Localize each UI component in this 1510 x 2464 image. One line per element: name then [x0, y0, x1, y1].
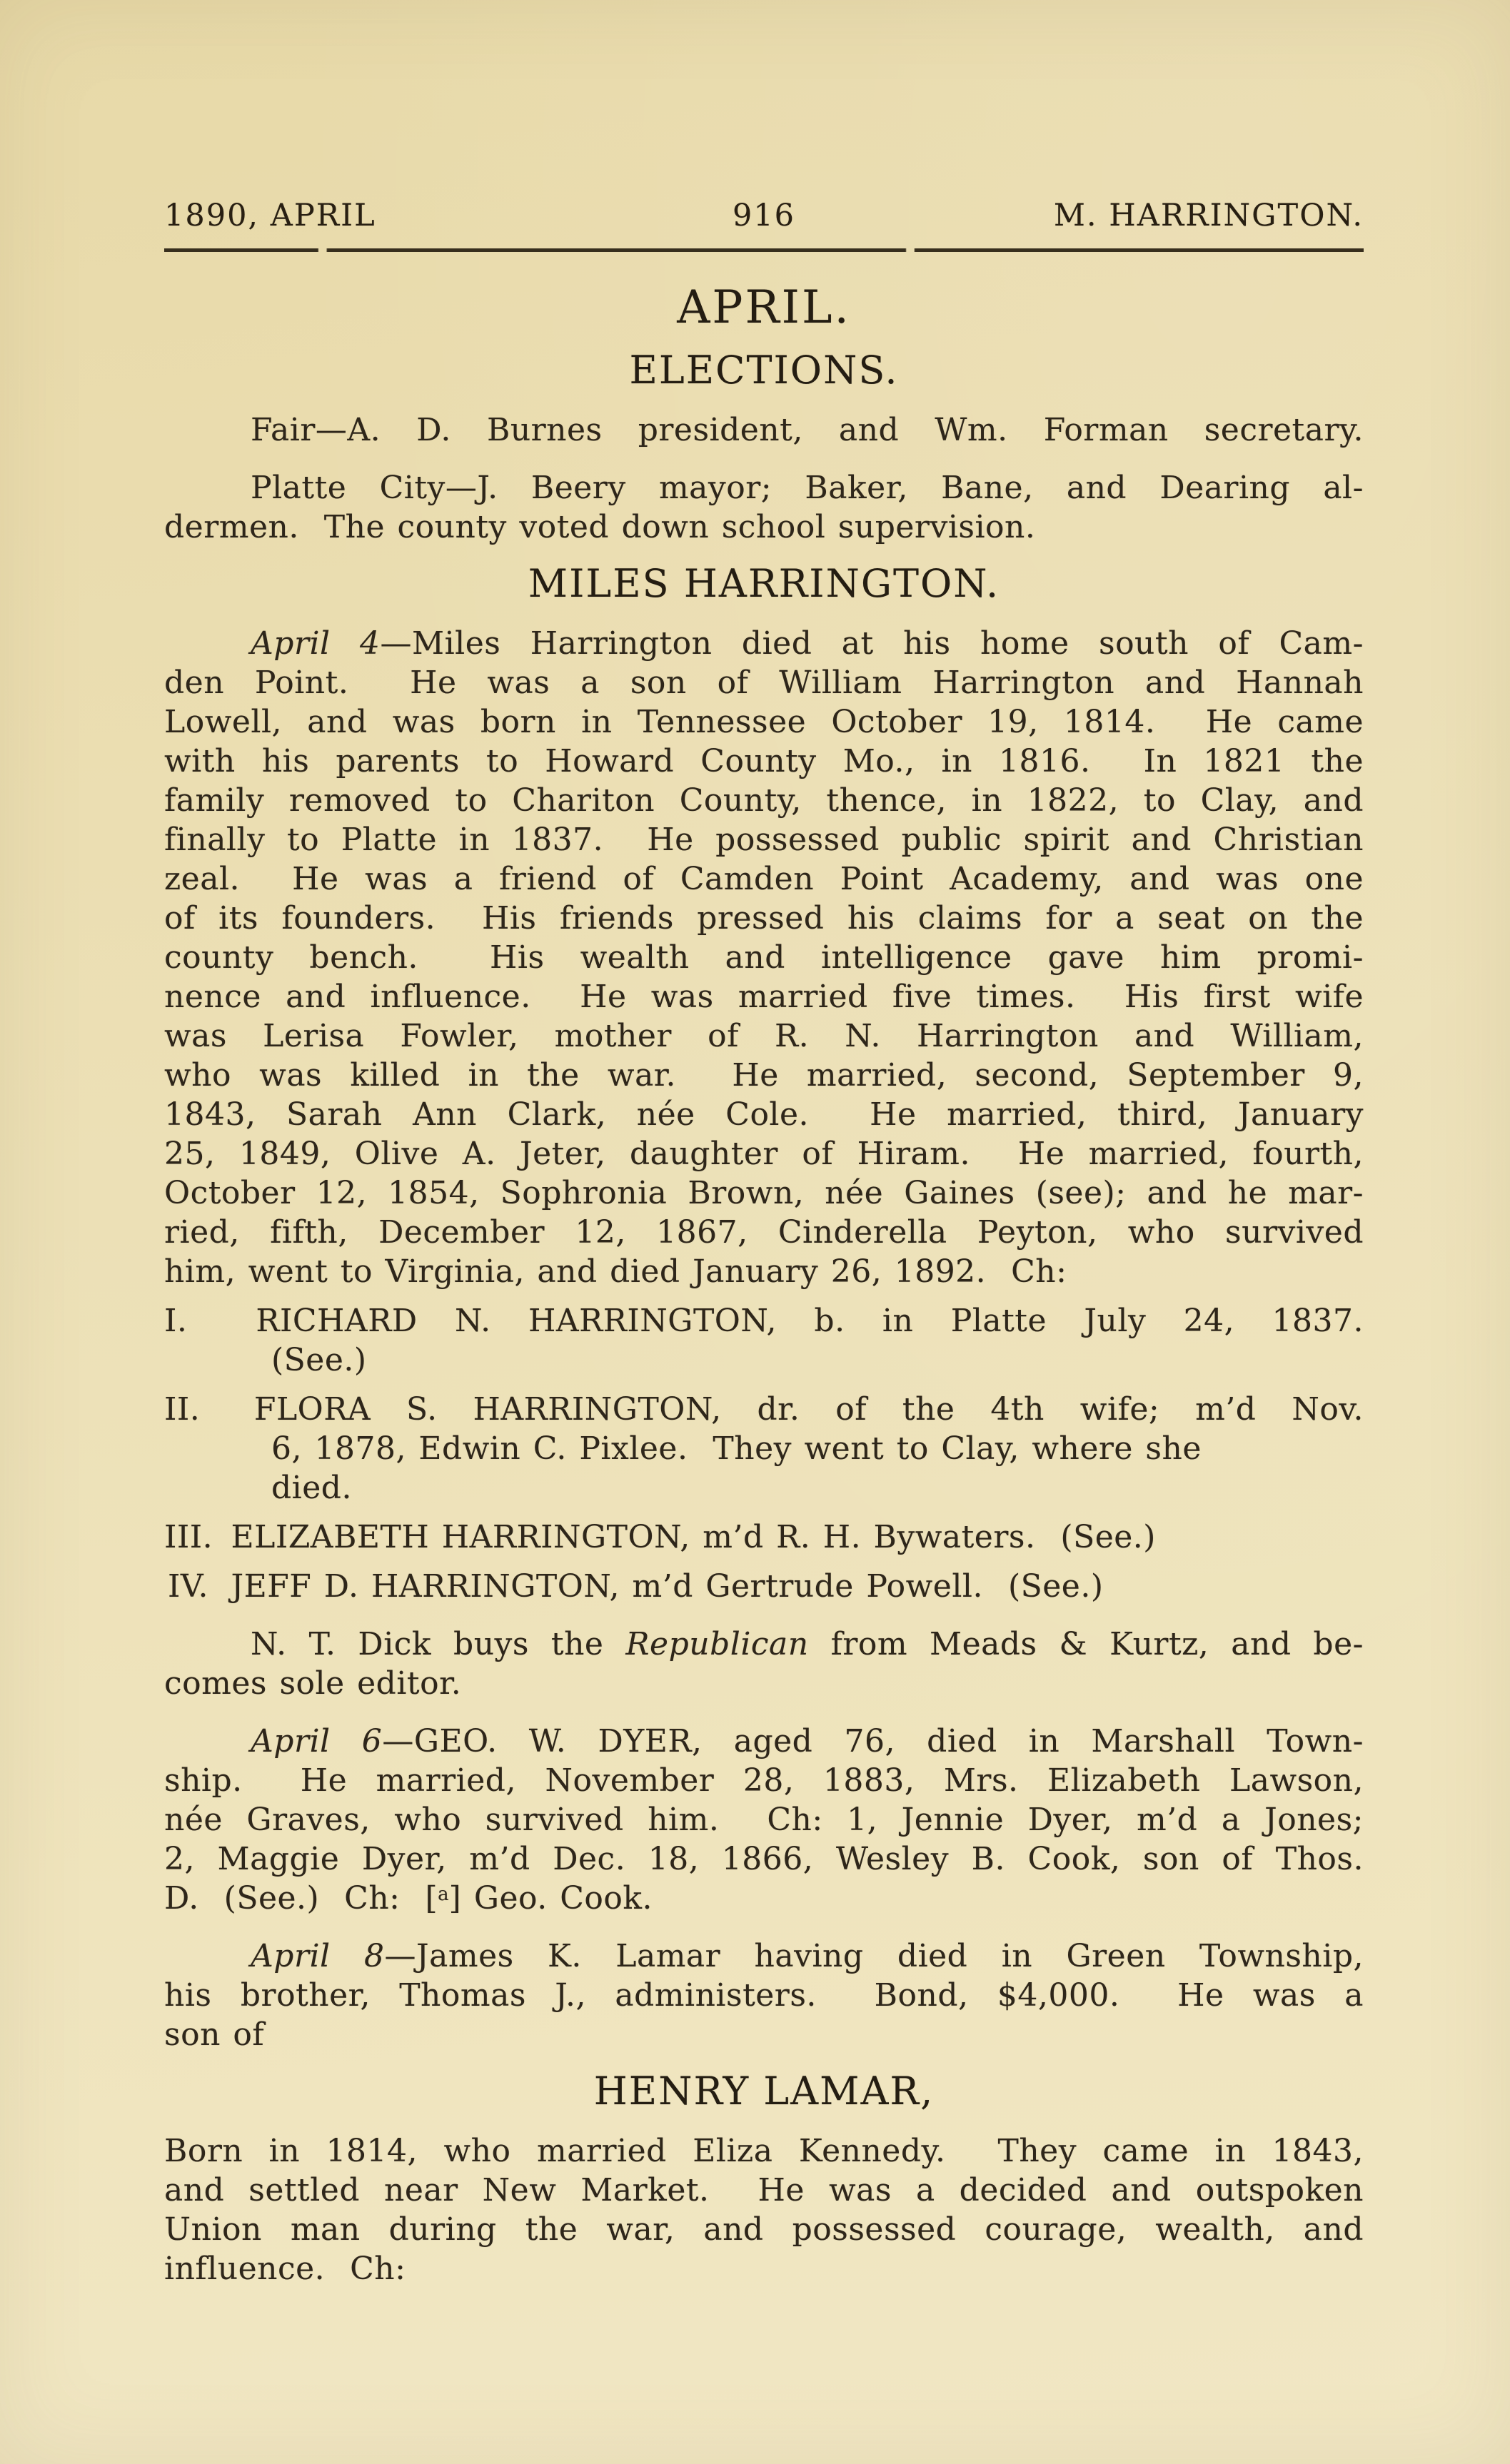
paragraph: [164, 1722, 1364, 1918]
paragraph: [164, 468, 1364, 547]
paragraph: [164, 624, 1364, 1291]
header-rule: [164, 248, 1364, 252]
text-segment: —Miles Harrington died at his home south of Cam-: [380, 625, 1364, 662]
text-segment: Union man during the war, and possessed courage, wealth, and: [164, 2211, 1364, 2248]
text-line: [164, 899, 1364, 938]
text-segment: Fair—A. D. Burnes president, and Wm. Forman secretary.: [251, 412, 1364, 448]
text-line: [164, 468, 1364, 508]
page-content: [164, 349, 1364, 2288]
text-segment: (See.): [271, 1342, 367, 1378]
text-segment: comes sole editor.: [164, 1665, 462, 1702]
text-line: [164, 977, 1364, 1016]
text-line: [164, 1722, 1364, 1761]
text-line: [164, 1976, 1364, 2015]
text-line: [164, 1761, 1364, 1800]
section-heading: HENRY LAMAR,: [593, 2069, 935, 2114]
text-line: [164, 663, 1364, 702]
text-segment: FLORA S. HARRINGTON, dr. of the 4th wife; m’d Nov.: [253, 1391, 1364, 1428]
list-item-numeral: I.: [164, 1303, 188, 1339]
text-segment: from Meads & Kurtz, and be-: [808, 1626, 1364, 1662]
page-body: [164, 0, 1364, 2288]
text-segment: influence. Ch:: [164, 2251, 406, 2287]
list-item: [164, 1567, 1364, 1606]
text-segment: 6, 1878, Edwin C. Pixlee. They went to Clay, where she: [271, 1430, 1202, 1467]
page-title: APRIL.: [677, 281, 851, 334]
list-item-numeral: IV.: [168, 1568, 208, 1605]
text-line: [164, 1252, 1364, 1291]
italic-text: April 4: [251, 625, 381, 662]
text-line: [164, 1173, 1364, 1213]
text-line: [164, 1016, 1364, 1056]
text-line: [164, 1839, 1364, 1879]
italic-text: April 6: [251, 1723, 383, 1759]
text-segment: nence and influence. He was married five times. His first wife: [164, 979, 1364, 1015]
list-item: [164, 1518, 1364, 1557]
text-line: [164, 742, 1364, 781]
section-heading: MILES HARRINGTON.: [528, 561, 1000, 606]
paragraph: [164, 1937, 1364, 2054]
text-line: [164, 2015, 1364, 2054]
text-line: [164, 1429, 1364, 1468]
list-item: [164, 1390, 1364, 1508]
text-segment: Lowell, and was born in Tennessee October 19, 1814. He came: [164, 704, 1364, 740]
text-line: [164, 1134, 1364, 1173]
text-line: [164, 1095, 1364, 1134]
superscript-note: a: [438, 1884, 449, 1905]
text-segment: dermen. The county voted down school supervision.: [164, 509, 1036, 545]
page-header: [164, 198, 1364, 233]
header-page-number: 916: [732, 198, 796, 233]
paragraph: [164, 1625, 1364, 1703]
paragraph: [164, 410, 1364, 450]
text-line: [164, 820, 1364, 859]
text-line: [164, 1625, 1364, 1664]
text-line: [164, 1468, 1364, 1508]
text-line: [164, 2131, 1364, 2171]
text-line: [164, 1390, 1364, 1429]
text-segment: October 12, 1854, Sophronia Brown, née Gaines (see); and he mar-: [164, 1175, 1364, 1211]
text-segment: county bench. His wealth and intelligence gave him promi-: [164, 939, 1364, 976]
text-line: [164, 1879, 1364, 1918]
text-line: [164, 702, 1364, 742]
text-segment: was Lerisa Fowler, mother of R. N. Harrington and William,: [164, 1018, 1364, 1054]
text-line: [164, 508, 1364, 547]
text-line: [164, 1056, 1364, 1095]
list-item: [164, 1301, 1364, 1380]
text-line: [164, 1301, 1364, 1340]
text-segment: 2, Maggie Dyer, m’d Dec. 18, 1866, Wesley B. Cook, son of Thos.: [164, 1841, 1364, 1877]
text-segment: den Point. He was a son of William Harrington and Hannah: [164, 665, 1364, 701]
list-item-numeral: II.: [164, 1391, 201, 1428]
text-segment: died.: [271, 1470, 352, 1506]
paragraph: [164, 2131, 1364, 2288]
text-line: [164, 1518, 1364, 1557]
text-segment: née Graves, who survived him. Ch: 1, Jennie Dyer, m’d a Jones;: [164, 1802, 1364, 1838]
text-segment: of its founders. His friends pressed his claims for a seat on the: [164, 900, 1364, 936]
header-section-name: M. HARRINGTON.: [1053, 198, 1364, 233]
text-line: [164, 859, 1364, 899]
text-line: [164, 938, 1364, 977]
header-running-date: 1890, APRIL: [164, 198, 376, 233]
text-segment: N. T. Dick buys the: [251, 1626, 626, 1662]
text-segment: finally to Platte in 1837. He possessed public spirit and Christian: [164, 822, 1364, 858]
text-segment: who was killed in the war. He married, second, September 9,: [164, 1057, 1364, 1094]
text-line: [164, 1340, 1364, 1380]
text-segment: ried, fifth, December 12, 1867, Cinderella Peyton, who survived: [164, 1214, 1364, 1251]
text-segment: with his parents to Howard County Mo., in 1816. In 1821 the: [164, 743, 1364, 779]
text-line: [164, 781, 1364, 820]
text-line: [164, 1213, 1364, 1252]
text-segment: RICHARD N. HARRINGTON, b. in Platte July 24, 1837.: [256, 1303, 1364, 1339]
text-segment: his brother, Thomas J., administers. Bond, $4,000. He was a: [164, 1977, 1364, 2014]
text-segment: son of: [164, 2016, 265, 2053]
text-segment: JEFF D. HARRINGTON, m’d Gertrude Powell. (See.): [231, 1568, 1104, 1605]
text-segment: Born in 1814, who married Eliza Kennedy. They came in 1843,: [164, 2133, 1364, 2169]
text-line: [164, 1567, 1364, 1606]
text-line: [164, 2171, 1364, 2210]
text-line: [164, 1800, 1364, 1839]
text-segment: zeal. He was a friend of Camden Point Academy, and was one: [164, 861, 1364, 897]
text-line: [164, 624, 1364, 663]
text-segment: ELIZABETH HARRINGTON, m’d R. H. Bywaters. (See.): [231, 1519, 1156, 1555]
text-segment: 25, 1849, Olive A. Jeter, daughter of Hiram. He married, fourth,: [164, 1136, 1364, 1172]
italic-text: April 8: [251, 1938, 385, 1974]
text-segment: ship. He married, November 28, 1883, Mrs. Elizabeth Lawson,: [164, 1762, 1364, 1799]
text-line: [164, 1664, 1364, 1703]
text-segment: and settled near New Market. He was a decided and outspoken: [164, 2172, 1364, 2208]
list-item-numeral: III.: [164, 1519, 213, 1555]
text-segment: family removed to Chariton County, thence, in 1822, to Clay, and: [164, 782, 1364, 819]
text-segment: —GEO. W. DYER, aged 76, died in Marshall Town-: [382, 1723, 1364, 1759]
text-segment: 1843, Sarah Ann Clark, née Cole. He married, third, January: [164, 1096, 1364, 1133]
section-heading: ELECTIONS.: [629, 348, 899, 393]
text-line: [164, 2210, 1364, 2249]
text-segment: ] Geo. Cook.: [448, 1880, 653, 1917]
text-segment: Platte City—J. Beery mayor; Baker, Bane, and Dearing al-: [251, 470, 1364, 506]
text-line: [164, 2249, 1364, 2288]
text-line: [164, 410, 1364, 450]
italic-text: Republican: [625, 1626, 809, 1662]
text-segment: —James K. Lamar having died in Green Township,: [384, 1938, 1364, 1974]
text-segment: D. (See.) Ch: [: [164, 1880, 438, 1917]
text-line: [164, 1937, 1364, 1976]
text-segment: him, went to Virginia, and died January 26, 1892. Ch:: [164, 1253, 1067, 1290]
